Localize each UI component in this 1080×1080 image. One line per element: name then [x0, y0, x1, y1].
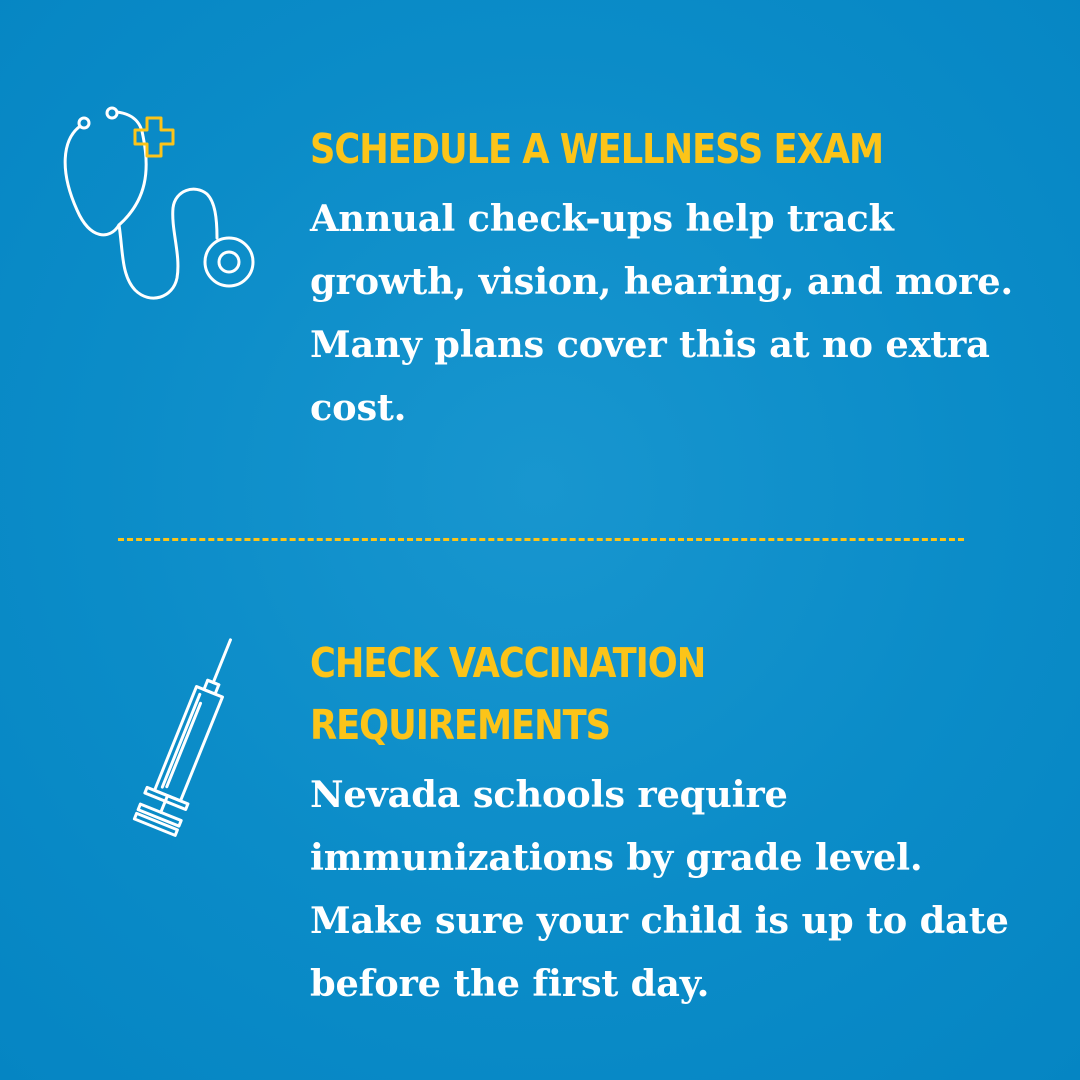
- wellness-exam-description: Annual check-ups help track growth, vision, hearing, and more. Many plans cover this at no extra cost.: [310, 198, 1013, 429]
- syringe-icon: [130, 632, 250, 847]
- wellness-exam-heading: SCHEDULE A WELLNESS EXAM: [310, 125, 884, 173]
- stethoscope-icon: [55, 100, 265, 305]
- vaccination-heading: CHECK VACCINATION REQUIREMENTS: [310, 639, 706, 749]
- section-divider: [118, 538, 964, 541]
- vaccination-description: Nevada schools require immunizations by grade level. Make sure your child is up to date before the first day.: [310, 774, 1009, 1005]
